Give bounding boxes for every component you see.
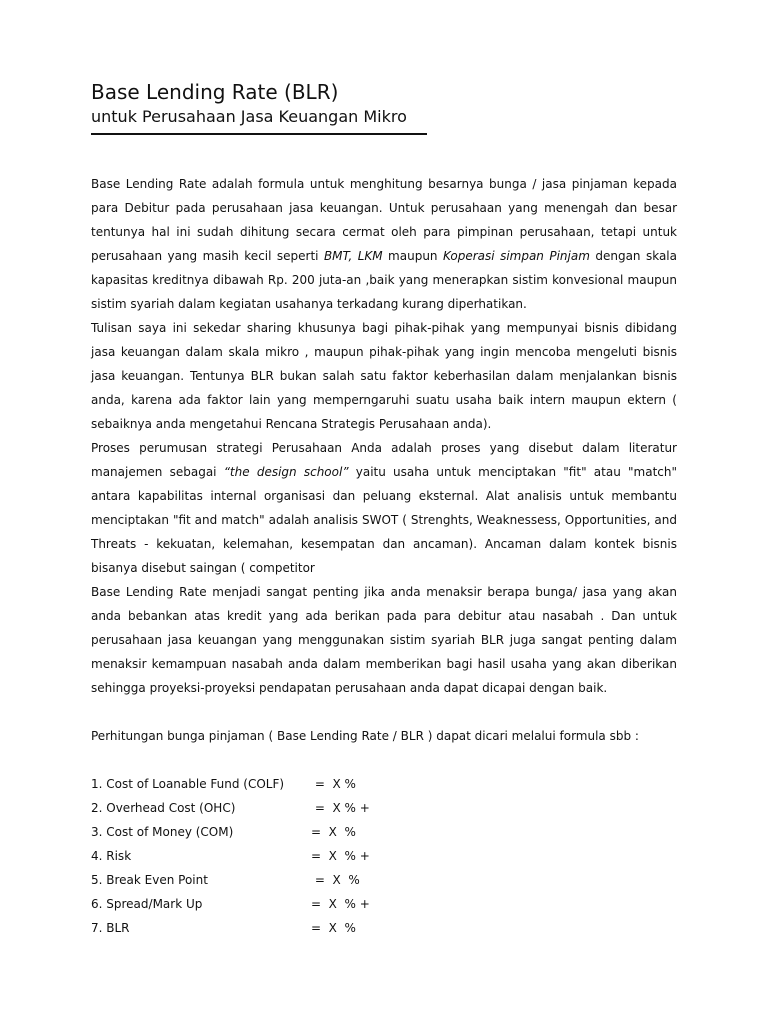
formula-item-name: 7. BLR [91, 921, 130, 935]
document-body [91, 172, 677, 940]
paragraph-strategy: Proses perumusan strategi Perusahaan Anda adalah proses yang disebut dalam literatur manajemen sebagai “the design school” yaitu usaha untuk menciptakan "fit" atau "match" antara kapabilitas internal organisasi dan peluang eksternal. Alat analisis untuk membantu menciptakan "fit and match" adalah analisis SWOT ( Strenghts, Weaknessess, Opportunities, and Threats - kekuatan, kelemahan, kesempatan dan ancaman). Ancaman dalam kontek bisnis bisanya disebut saingan ( competitor [91, 441, 678, 575]
paragraph-formula-intro: Perhitungan bunga pinjaman ( Base Lending Rate / BLR ) dapat dicari melalui formula sbb : [91, 729, 639, 743]
formula-item [91, 892, 677, 916]
formula-list [91, 772, 677, 940]
formula-item-value: = X % [311, 777, 356, 791]
document-subtitle: untuk Perusahaan Jasa Keuangan Mikro [91, 107, 407, 126]
formula-item-value: = X % + [311, 897, 370, 911]
paragraph-intro: Base Lending Rate adalah formula untuk menghitung besarnya bunga / jasa pinjaman kepada para Debitur pada perusahaan jasa keuangan. Untuk perusahaan yang menengah dan besar tentunya hal ini sudah dihitung secara cermat oleh para pimpinan perusahaan, tetapi untuk perusahaan yang masih kecil seperti BMT, LKM maupun Koperasi simpan Pinjam dengan skala kapasitas kreditnya dibawah Rp. 200 juta-an ,baik yang menerapkan sistim konvesional maupun sistim syariah dalam kegiatan usahanya terkadang kurang diperhatikan. [91, 177, 677, 311]
paragraph-importance: Base Lending Rate menjadi sangat penting jika anda menaksir berapa bunga/ jasa yang akan anda bebankan atas kredit yang ada berikan pada para debitur atau nasabah . Dan untuk perusahaan jasa keuangan yang menggunakan sistim syariah BLR juga sangat penting dalam menaksir kemampuan nasabah anda dalam memberikan bagi hasil usaha yang akan diberikan sehingga proyeksi-proyeksi pendapatan perusahaan anda dapat dicapai dengan baik. [91, 585, 677, 695]
formula-item-name: 5. Break Even Point [91, 873, 208, 887]
formula-item-value: = X % + [311, 849, 370, 863]
title-underline [91, 133, 427, 135]
emphasis-koperasi: Koperasi simpan Pinjam [442, 249, 590, 263]
formula-item [91, 772, 677, 796]
document-title: Base Lending Rate (BLR) [91, 80, 339, 104]
formula-item-name: 2. Overhead Cost (OHC) [91, 801, 236, 815]
formula-item-value: = X % [311, 873, 360, 887]
formula-item-value: = X % [311, 921, 356, 935]
emphasis-bmt-lkm: BMT, LKM [323, 249, 383, 263]
formula-item-name: 1. Cost of Loanable Fund (COLF) [91, 777, 285, 791]
formula-item-value: = X % + [311, 801, 370, 815]
emphasis-design-school: “the design school” [223, 465, 349, 479]
formula-item [91, 820, 677, 844]
formula-item-value: = X % [311, 825, 356, 839]
formula-item [91, 844, 677, 868]
formula-item-name: 3. Cost of Money (COM) [91, 825, 234, 839]
formula-item-name: 6. Spread/Mark Up [91, 897, 203, 911]
formula-item [91, 796, 677, 820]
paragraph-sharing: Tulisan saya ini sekedar sharing khusunya bagi pihak-pihak yang mempunyai bisnis dibidang jasa keuangan dalam skala mikro , maupun pihak-pihak yang ingin mencoba mengeluti bisnis jasa keuangan. Tentunya BLR bukan salah satu faktor keberhasilan dalam menjalankan bisnis anda, karena ada faktor lain yang memperngaruhi suatu usaha baik intern maupun ektern ( sebaiknya anda mengetahui Rencana Strategis Perusahaan anda). [91, 321, 677, 431]
formula-item-name: 4. Risk [91, 849, 132, 863]
formula-item [91, 868, 677, 892]
formula-item [91, 916, 677, 940]
